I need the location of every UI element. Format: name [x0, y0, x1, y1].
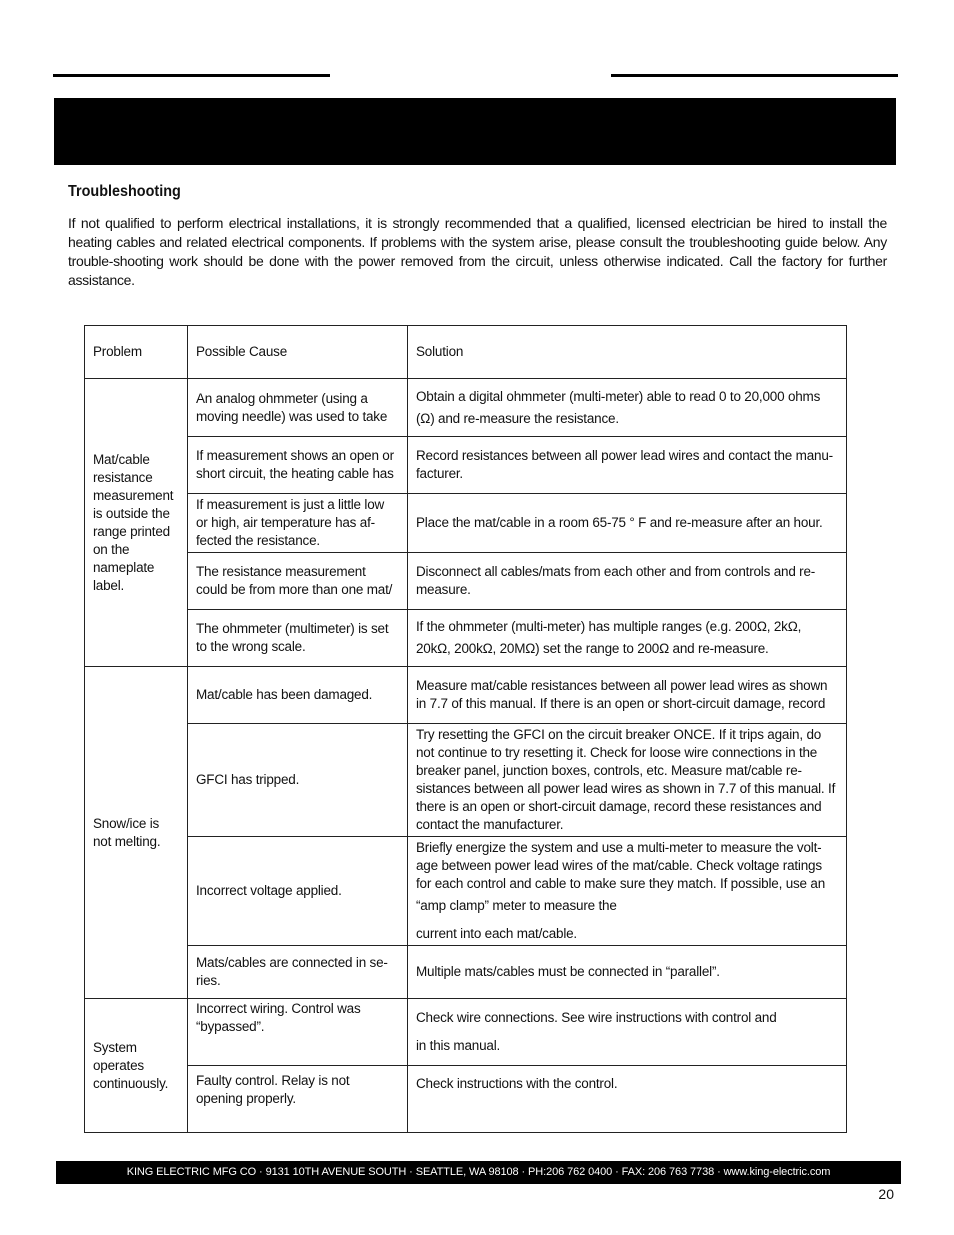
solution-text: in this manual. [416, 1038, 501, 1053]
problem-cell: Mat/cable resistance measurement is outside the range printed on the nameplate label. [85, 379, 188, 667]
solution-cell [408, 837, 847, 946]
solution-cell: Multiple mats/cables must be connected in “parallel”. [408, 946, 847, 999]
table-row [85, 724, 847, 837]
solution-text: Briefly energize the system and use a multi-meter to measure the volt-age between power lead wires of the mat/cable. Check voltage ratings for each control and cable to make sure they match. If possible, use an [416, 840, 826, 891]
cause-cell: GFCI has tripped. [188, 724, 408, 837]
cause-cell: The resistance measurement could be from more than one mat/ [188, 553, 408, 610]
table-row [85, 1066, 847, 1133]
solution-cell: Measure mat/cable resistances between all power lead wires as shown in 7.7 of this manual. If there is an open or short-circuit damage, record [408, 667, 847, 724]
cause-cell: The ohmmeter (multimeter) is set to the wrong scale. [188, 610, 408, 667]
solution-cell: Obtain a digital ohmmeter (multi-meter) able to read 0 to 20,000 ohms (Ω) and re-measure the resistance. [408, 379, 847, 437]
header-problem: Problem [85, 326, 188, 379]
solution-cell: Try resetting the GFCI on the circuit breaker ONCE. If it trips again, do not continue to try resetting it. Check for loose wire connections in the breaker panel, junction boxes, controls, etc. Measure mat/cable re-sistances between all power lead wires as shown in 7.7 of this manual. If there is an open or short-circuit damage, record these resistances and contact the manufacturer. [408, 724, 847, 837]
solution-text: Check wire connections. See wire instructions with control and [416, 1010, 777, 1025]
solution-cell: If the ohmmeter (multi-meter) has multiple ranges (e.g. 200Ω, 2kΩ, 20kΩ, 200kΩ, 20MΩ) set the range to 200Ω and re-measure. [408, 610, 847, 667]
cause-cell: Mats/cables are connected in se-ries. [188, 946, 408, 999]
solution-cell: Check instructions with the control. [408, 1066, 847, 1133]
table-row [85, 494, 847, 553]
page-footer: KING ELECTRIC MFG CO · 9131 10TH AVENUE SOUTH · SEATTLE, WA 98108 · PH:206 762 0400 · FAX: 206 763 7738 · www.king-electric.com [56, 1161, 901, 1184]
cause-cell: Mat/cable has been damaged. [188, 667, 408, 724]
troubleshooting-table [84, 325, 847, 1133]
solution-cell: Record resistances between all power lead wires and contact the manu-facturer. [408, 437, 847, 494]
solution-text: current into each mat/cable. [416, 926, 577, 941]
solution-text: “amp clamp” meter to measure the [416, 898, 617, 913]
section-title: Troubleshooting [68, 183, 181, 200]
solution-cell [408, 999, 847, 1066]
table-header-row [85, 326, 847, 379]
table-row [85, 946, 847, 999]
cause-cell: Incorrect wiring. Control was “bypassed”. [188, 999, 408, 1066]
table-row [85, 667, 847, 724]
solution-cell: Disconnect all cables/mats from each other and from controls and re-measure. [408, 553, 847, 610]
solution-cell: Place the mat/cable in a room 65-75 ° F and re-measure after an hour. [408, 494, 847, 553]
table-row [85, 610, 847, 667]
table-row [85, 553, 847, 610]
header-solution: Solution [408, 326, 847, 379]
table-row [85, 379, 847, 437]
cause-cell: An analog ohmmeter (using a moving needle) was used to take [188, 379, 408, 437]
header-banner [54, 98, 896, 165]
header-cause: Possible Cause [188, 326, 408, 379]
header-rule-left [53, 74, 330, 77]
header-rule-right [611, 74, 898, 77]
cause-cell: If measurement shows an open or short circuit, the heating cable has [188, 437, 408, 494]
cause-cell: Incorrect voltage applied. [188, 837, 408, 946]
problem-cell: System operates continuously. [85, 999, 188, 1133]
cause-cell: If measurement is just a little low or high, air temperature has af-fected the resistance. [188, 494, 408, 553]
page-number: 20 [878, 1186, 894, 1202]
cause-cell: Faulty control. Relay is not opening properly. [188, 1066, 408, 1133]
table-row [85, 837, 847, 946]
problem-cell: Snow/ice is not melting. [85, 667, 188, 999]
intro-paragraph: If not qualified to perform electrical installations, it is strongly recommended that a qualified, licensed electrician be hired to install the heating cables and related electrical components. If problems with the system arise, please consult the troubleshooting guide below. Any trouble-shooting work should be done with the power removed from the circuit, unless otherwise indicated. Call the factory for further assistance. [68, 215, 887, 288]
table-row [85, 999, 847, 1066]
table-row [85, 437, 847, 494]
